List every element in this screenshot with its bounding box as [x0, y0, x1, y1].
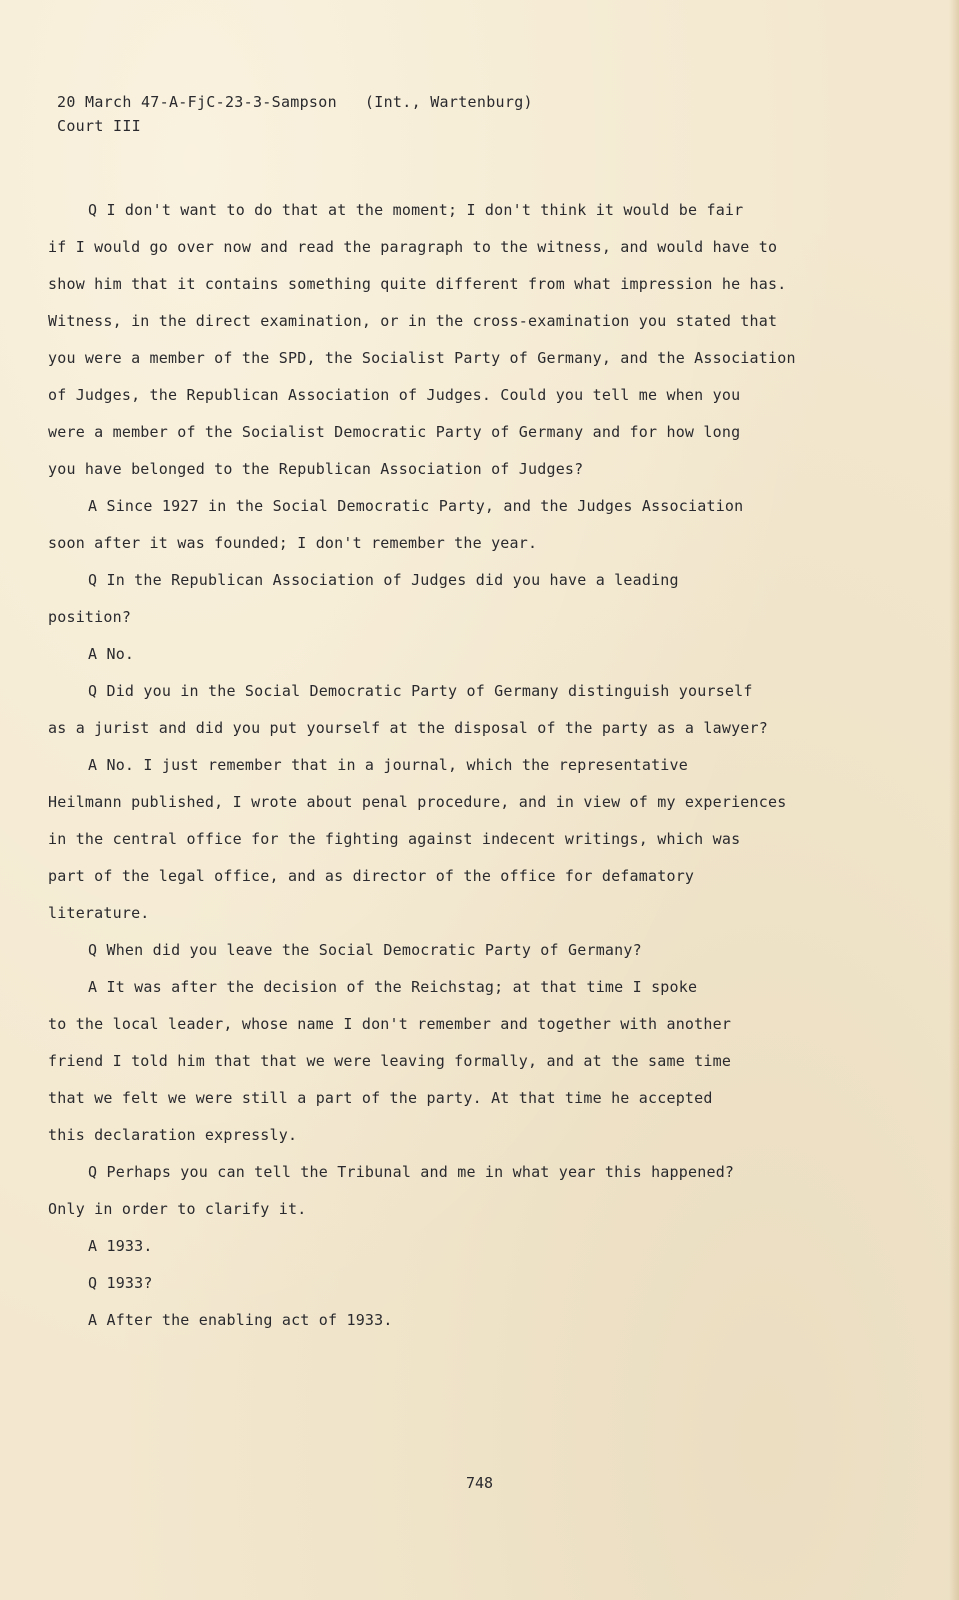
transcript-entry-answer: [48, 747, 916, 932]
text-line: A Since 1927 in the Social Democratic Party, and the Judges Association: [88, 497, 744, 515]
text-line: to the local leader, whose name I don't remember and together with another: [48, 1015, 732, 1033]
text-line: A After the enabling act of 1933.: [88, 1311, 393, 1329]
text-line: Witness, in the direct examination, or in the cross-examination you stated that: [48, 312, 778, 330]
document-header: [57, 90, 533, 138]
text-line: if I would go over now and read the paragraph to the witness, and would have to: [48, 238, 778, 256]
transcript-entry-answer: [48, 636, 916, 673]
text-line: you were a member of the SPD, the Socialist Party of Germany, and the Association: [48, 349, 796, 367]
transcript-entry-question: [48, 673, 916, 747]
text-line: you have belonged to the Republican Association of Judges?: [48, 460, 584, 478]
transcript-entry-question: [48, 192, 916, 488]
text-line: A It was after the decision of the Reichstag; at that time I spoke: [88, 978, 698, 996]
page-number: 748: [465, 1474, 494, 1492]
text-line: Heilmann published, I wrote about penal procedure, and in view of my experiences: [48, 793, 787, 811]
text-line: Q Did you in the Social Democratic Party of Germany distinguish yourself: [88, 682, 753, 700]
text-line: this declaration expressly.: [48, 1126, 298, 1144]
text-line: A 1933.: [88, 1237, 153, 1255]
text-line: that we felt we were still a part of the party. At that time he accepted: [48, 1089, 713, 1107]
text-line: Q I don't want to do that at the moment; I don't think it would be fair: [88, 201, 744, 219]
text-line: Q In the Republican Association of Judges did you have a leading: [88, 571, 679, 589]
transcript-entry-answer: [48, 1228, 916, 1265]
text-line: as a jurist and did you put yourself at the disposal of the party as a lawyer?: [48, 719, 768, 737]
text-line: show him that it contains something quite different from what impression he has.: [48, 275, 787, 293]
transcript-entry-question: [48, 1265, 916, 1302]
text-line: friend I told him that that we were leaving formally, and at the same time: [48, 1052, 732, 1070]
text-line: literature.: [48, 904, 150, 922]
text-line: soon after it was founded; I don't remember the year.: [48, 534, 538, 552]
text-line: Only in order to clarify it.: [48, 1200, 307, 1218]
transcript-entry-answer: [48, 488, 916, 562]
text-line: Q 1933?: [88, 1274, 153, 1292]
text-line: Q Perhaps you can tell the Tribunal and me in what year this happened?: [88, 1163, 735, 1181]
transcript-entry-question: [48, 932, 916, 969]
transcript-entry-answer: [48, 969, 916, 1154]
transcript-entry-question: [48, 1154, 916, 1228]
transcript-body: [48, 192, 916, 1339]
text-line: A No.: [88, 645, 135, 663]
text-line: were a member of the Socialist Democratic Party of Germany and for how long: [48, 423, 741, 441]
text-line: in the central office for the fighting against indecent writings, which was: [48, 830, 741, 848]
transcript-entry-question: [48, 562, 916, 636]
text-line: of Judges, the Republican Association of Judges. Could you tell me when you: [48, 386, 741, 404]
text-line: Q When did you leave the Social Democratic Party of Germany?: [88, 941, 642, 959]
text-line: position?: [48, 608, 132, 626]
text-line: part of the legal office, and as director of the office for defamatory: [48, 867, 695, 885]
header-case-line: 20 March 47-A-FjC-23-3-Sampson (Int., Wartenburg): [57, 93, 533, 111]
text-line: A No. I just remember that in a journal, which the representative: [88, 756, 688, 774]
transcript-entry-answer: [48, 1302, 916, 1339]
header-court-line: Court III: [57, 117, 141, 135]
